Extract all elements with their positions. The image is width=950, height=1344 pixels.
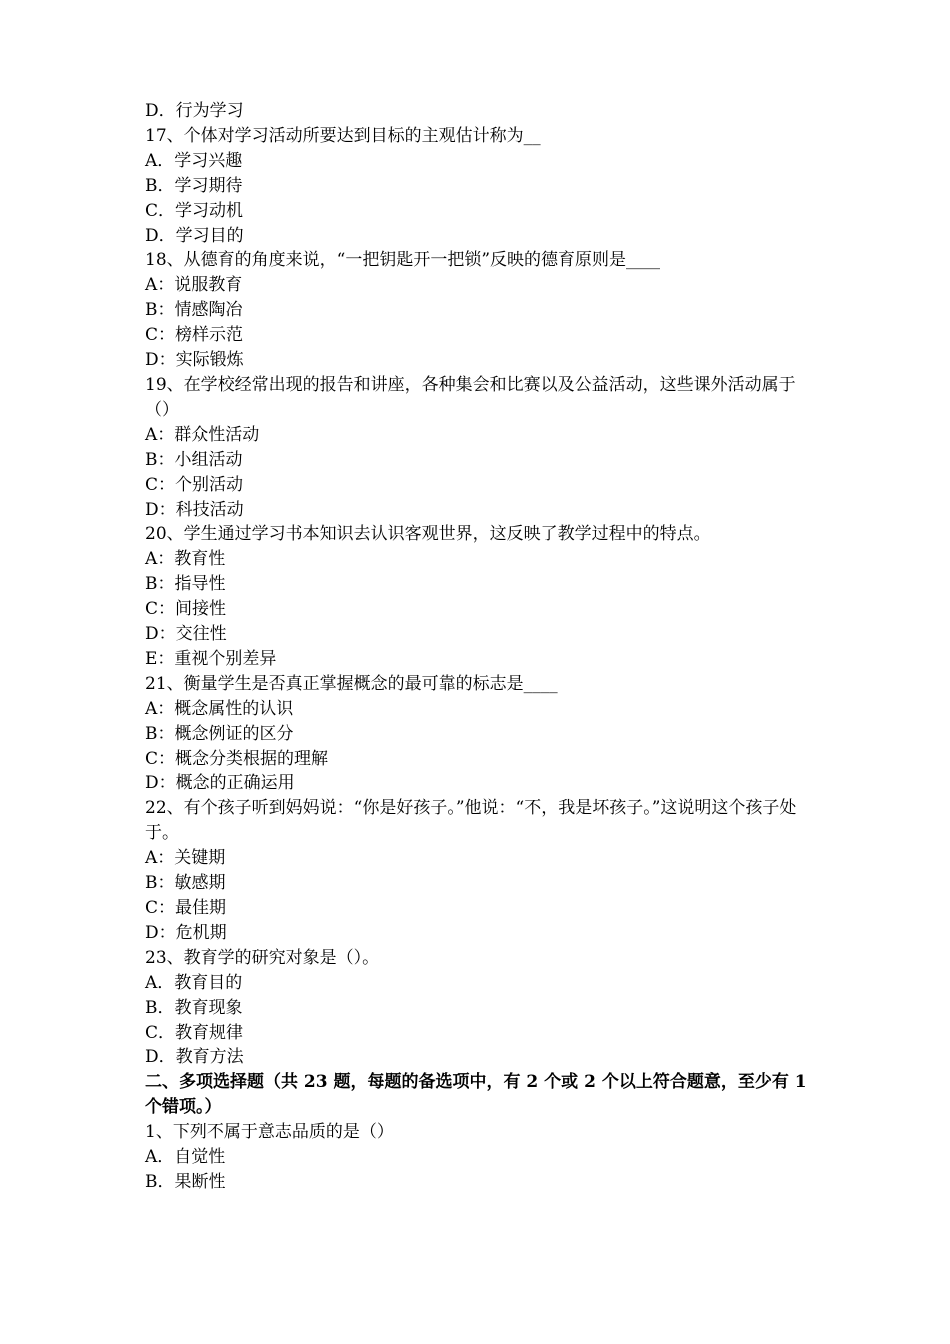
option-text: A．教育目的 — [145, 972, 243, 993]
option-text: A：教育性 — [145, 549, 226, 570]
question-21 — [145, 672, 815, 797]
question-stem: 19、在学校经常出现的报告和讲座，各种集会和比赛以及公益活动，这些课外活动属于（） — [145, 374, 796, 420]
option-text: C：概念分类根据的理解 — [145, 748, 329, 769]
option-text: D：概念的正确运用 — [145, 773, 295, 794]
option-text: D：科技活动 — [145, 499, 244, 520]
question-20 — [145, 522, 815, 671]
question-stem: 23、教育学的研究对象是（）。 — [145, 947, 380, 968]
option-text: D：交往性 — [145, 624, 227, 645]
option-text: B：情感陶冶 — [145, 300, 243, 321]
option-text: A．自觉性 — [145, 1147, 226, 1168]
question-17 — [145, 124, 815, 249]
option-text: D．学习目的 — [145, 225, 244, 246]
question-22 — [145, 796, 815, 945]
question-stem: 20、学生通过学习书本知识去认识客观世界，这反映了教学过程中的特点。 — [145, 524, 711, 545]
option-text: C：最佳期 — [145, 898, 227, 918]
option-text: A：说服教育 — [145, 275, 243, 296]
option-text: C：榜样示范 — [145, 325, 244, 346]
question-stem: 22、有个孩子听到妈妈说：“你是好孩子。”他说：“不，我是坏孩子。”这说明这个孩子处于。 — [145, 798, 797, 844]
question-stem: 21、衡量学生是否真正掌握概念的最可靠的标志是____ — [145, 673, 558, 694]
option-text: B．学习期待 — [145, 175, 243, 196]
document-page — [145, 99, 815, 1195]
option-text: B：指导性 — [145, 574, 226, 595]
option-text: B：概念例证的区分 — [145, 723, 294, 744]
option-text: C．教育规律 — [145, 1022, 244, 1043]
option-text: D：实际锻炼 — [145, 350, 244, 371]
option-text: D：危机期 — [145, 922, 227, 943]
option-text: B：敏感期 — [145, 873, 226, 894]
option-text: A：群众性活动 — [145, 424, 260, 445]
option-text: A．学习兴趣 — [145, 150, 243, 171]
option-text: B：小组活动 — [145, 449, 243, 470]
question-23 — [145, 946, 815, 1071]
option-text: D．教育方法 — [145, 1047, 244, 1068]
option-text: D．行为学习 — [145, 101, 244, 121]
multi-question-1 — [145, 1120, 815, 1195]
question-stem: 17、个体对学习活动所要达到目标的主观估计称为__ — [145, 125, 541, 146]
option-text: C：间接性 — [145, 599, 227, 620]
option-text: A：关键期 — [145, 848, 226, 869]
option-text: E：重视个别差异 — [145, 648, 277, 669]
option-text: C：个别活动 — [145, 474, 244, 495]
question-stem: 18、从德育的角度来说，“一把钥匙开一把锁”反映的德育原则是____ — [145, 250, 661, 271]
question-19 — [145, 373, 815, 522]
option-text: C．学习动机 — [145, 200, 244, 221]
section-heading: 二、多项选择题（共 23 题，每题的备选项中，有 2 个或 2 个以上符合题意，至少有 1 个错项。） — [145, 1072, 807, 1118]
option-text: A：概念属性的认识 — [145, 698, 294, 719]
question-stem: 1、下列不属于意志品质的是（） — [145, 1122, 394, 1143]
option-text: B．教育现象 — [145, 997, 243, 1018]
option-text: B．果断性 — [145, 1171, 226, 1192]
question-18 — [145, 248, 815, 373]
